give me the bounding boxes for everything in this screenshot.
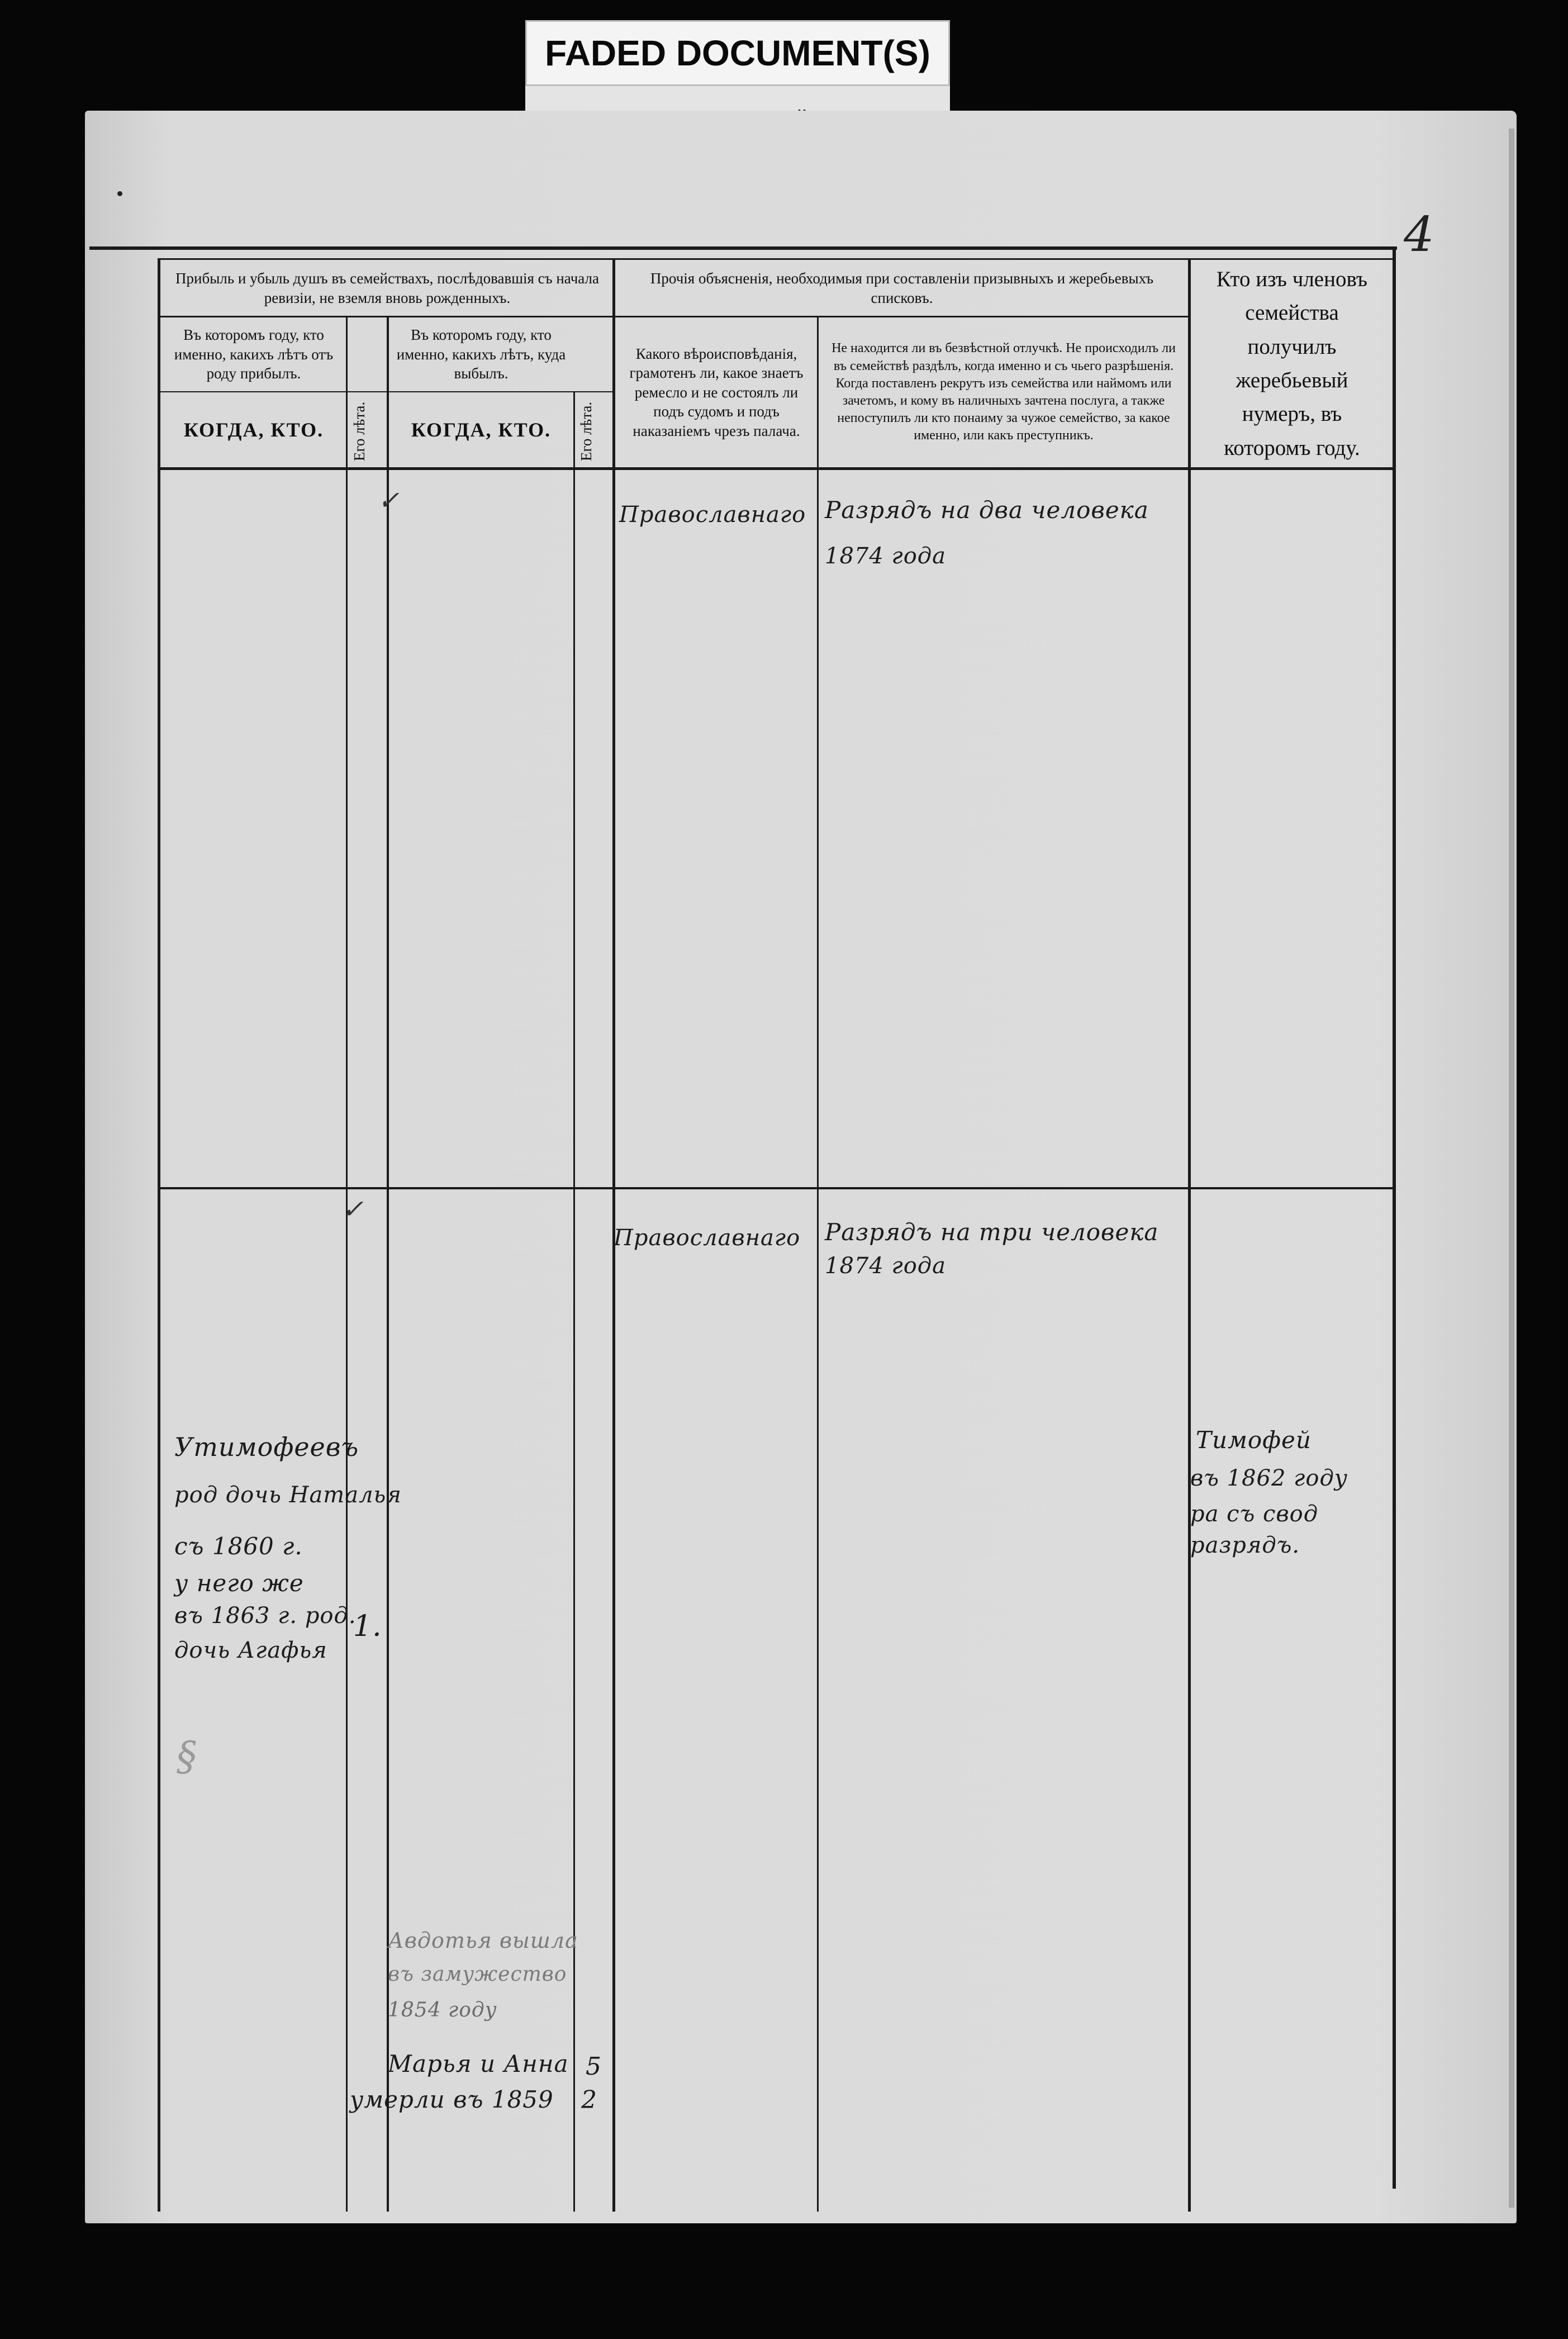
header-age-1: Его лѣта. <box>351 401 368 462</box>
row2-absence-line2: 1874 года <box>825 1253 947 1279</box>
row2-gained-line: Утимофеевъ <box>174 1432 359 1462</box>
header-age-2: Его лѣта. <box>578 401 595 462</box>
row2-absence-line1: Разрядъ на три человека <box>825 1218 1159 1246</box>
col-line-2 <box>387 316 389 2212</box>
header-when-who-2: КОГДА, КТО. <box>411 418 552 441</box>
col-line-1 <box>346 316 348 2212</box>
row2-lottery-line: въ 1862 году <box>1190 1465 1348 1491</box>
row1-absence-line1: Разрядъ на два человека <box>825 496 1149 524</box>
row2-lottery-line: разрядъ. <box>1190 1533 1300 1558</box>
table-top-rule-thin <box>159 258 1395 260</box>
row-separator <box>159 1187 1395 1189</box>
col-line-right <box>1393 246 1396 2189</box>
row2-gained-line: род дочь Наталья <box>174 1482 402 1508</box>
row2-lost-line: 1854 году <box>388 1999 497 2022</box>
header-when-who-1: КОГДА, КТО. <box>183 418 324 441</box>
row2-lottery-line: ра съ свод <box>1190 1501 1319 1527</box>
row2-lost-line: Авдотья вышла <box>388 1928 578 1953</box>
row1-tick: ✓ <box>378 485 400 515</box>
header-lottery: Кто изъ членовъ семейства получилъ жеребьевый нумеръ, въ которомъ году. <box>1216 267 1368 460</box>
page-edge-shadow <box>1509 129 1514 2208</box>
row2-gained-line: у него же <box>174 1569 304 1597</box>
header-gain-loss: Прибыль и убыль душъ въ семействахъ, послѣдовавшія съ начала ревизіи, не вземля вновь рожденныхъ. <box>175 270 599 306</box>
header-bottom-rule <box>159 467 1395 470</box>
faded-document-banner: FADED DOCUMENT(S) <box>525 20 950 86</box>
row2-lost-line: Марья и Анна <box>388 2050 569 2077</box>
row2-gained-line: съ 1860 г. <box>174 1533 303 1560</box>
row2-lost-age: 2 <box>581 2086 597 2114</box>
row2-religion: Православнаго <box>614 1225 801 1251</box>
table-top-rule <box>89 246 1397 250</box>
header-absence: Не находится ли въ безвѣстной отлучкѣ. Не происходилъ ли въ семействѣ раздѣлъ, когда именно и съ чьего разрѣшенія. Когда поставленъ рекрутъ изъ семейства или наймомъ или зачетомъ, и кому въ наличныхъ зачтена послуга, а также непоступилъ ли кто понаиму за чужое семейство, за какое именно, или какъ преступникъ. <box>831 341 1176 443</box>
row2-gained-age: 1. <box>353 1610 382 1643</box>
row2-lost-line: въ замужество <box>388 1963 567 1986</box>
row1-absence-line2: 1874 года <box>825 543 947 569</box>
header-gained: Въ которомъ году, кто именно, какихъ лѣтъ отъ роду прибылъ. <box>174 326 334 382</box>
col-line-left <box>158 258 160 2212</box>
col-line-6 <box>1188 258 1191 2212</box>
header-religion: Какого вѣроисповѣданія, грамотенъ ли, какое знаетъ ремесло и не состоялъ ли подъ судомъ и подъ наказаніемъ чрезъ палача. <box>629 345 804 439</box>
row2-ink-smudge: § <box>177 1733 197 1780</box>
paper-dot <box>117 191 122 196</box>
page-number: 4 <box>1404 207 1434 263</box>
row2-lost-age: 5 <box>586 2052 602 2081</box>
row2-gained-line: дочь Агафья <box>174 1638 327 1663</box>
header-lost: Въ которомъ году, кто именно, какихъ лѣтъ, куда выбылъ. <box>396 326 566 382</box>
header-other-explanations: Прочія объясненія, необходимыя при составленіи призывныхъ и жеребьевыхъ списковъ. <box>650 270 1154 306</box>
row1-religion: Православнаго <box>619 502 806 528</box>
row2-tick: ✓ <box>342 1194 364 1224</box>
row2-lottery-line: Тимофей <box>1196 1426 1312 1454</box>
row2-lost-line: умерли въ 1859 <box>350 2086 554 2113</box>
col-line-5 <box>817 316 819 2212</box>
subheader-rule-right <box>615 316 1188 317</box>
row2-gained-line: въ 1863 г. род. <box>174 1603 357 1629</box>
